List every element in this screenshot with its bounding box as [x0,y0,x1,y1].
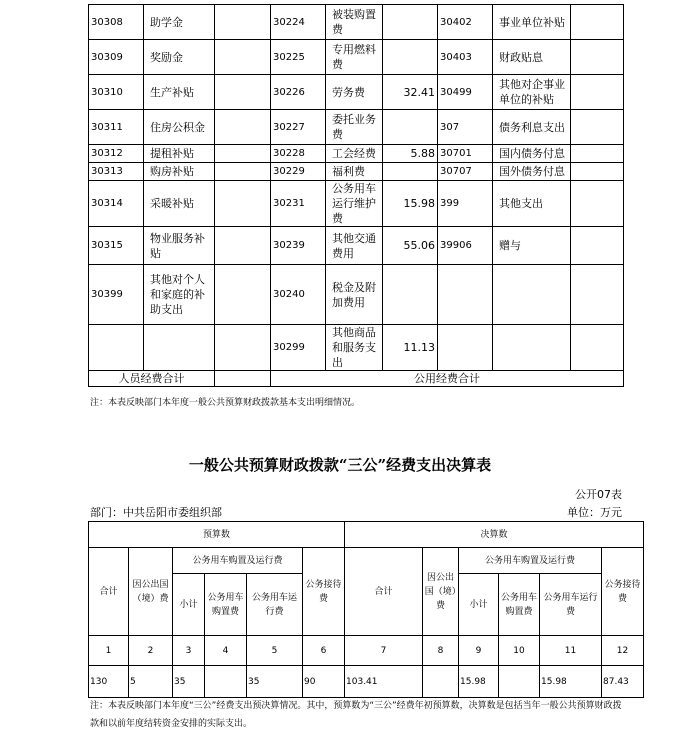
column-number: 4 [205,636,247,666]
expense-value: 35 [173,666,205,698]
expense-value [499,666,540,698]
final-vehicle-purchase-header: 公务用车购置费 [499,574,540,636]
column-number: 7 [345,636,423,666]
expense-value: 35 [247,666,303,698]
three-public-note: 注：本表反映部门本年度“三公”经费支出预决算情况。其中，预算数为“三公”经费年初预算数，决算数是包括当年一般公共预算财政拨款和以前年度结转资金安排的实际支出。 [90,701,622,729]
col-2-code: 30226 [271,75,326,110]
col-2-name: 工会经费 [326,145,383,163]
detail-table-row [89,40,624,75]
col-1-value [215,181,271,227]
col-3-code: 30402 [438,5,493,40]
budget-header: 预算数 [89,522,345,548]
col-2-code: 30231 [271,181,326,227]
col-2-name: 劳务费 [326,75,383,110]
col-3-code: 399 [438,181,493,227]
detail-total-row [89,371,624,387]
total-personnel-label: 人员经费合计 [89,371,215,387]
col-1-value [215,163,271,181]
col-1-value [215,75,271,110]
budget-subtotal-header: 小计 [173,574,205,636]
col-2-code: 30224 [271,5,326,40]
col-1-code: 30313 [89,163,144,181]
unit-label: 单位：万元 [567,506,622,519]
col-3-name: 财政贴息 [493,40,571,75]
detail-table-row [89,227,624,265]
department-label: 部门：中共岳阳市委组织部 [90,506,222,519]
col-2-value: 32.41 [383,75,438,110]
col-3-code: 30499 [438,75,493,110]
final-subtotal-header: 小计 [459,574,499,636]
col-3-value [571,75,624,110]
detail-table-row [89,163,624,181]
col-1-value [215,40,271,75]
col-3-value [571,227,624,265]
col-1-code: 30308 [89,5,144,40]
col-1-value [215,5,271,40]
expense-value [423,666,459,698]
col-3-code [438,325,493,371]
expense-value: 103.41 [345,666,423,698]
column-number: 12 [602,636,644,666]
col-3-name: 其他支出 [493,181,571,227]
expense-value: 15.98 [459,666,499,698]
col-1-code: 30314 [89,181,144,227]
col-3-value [571,145,624,163]
column-number-row [89,636,644,666]
col-1-value [215,265,271,325]
col-2-value: 5.88 [383,145,438,163]
col-1-name [144,325,215,371]
col-3-name: 国外债务付息 [493,163,571,181]
detail-table-row [89,181,624,227]
detail-table-note: 注：本表反映部门本年度一般公共预算财政拨款基本支出明细情况。 [90,398,361,408]
col-1-name: 住房公积金 [144,110,215,145]
basic-expenditure-detail-table [88,4,624,387]
col-3-code: 30707 [438,163,493,181]
final-travel-header: 因公出国（境）费 [423,548,459,636]
final-total-header: 合计 [345,548,423,636]
final-vehicle-group-header: 公务用车购置及运行费 [459,548,602,574]
expense-value: 15.98 [540,666,602,698]
col-2-name: 税金及附加费用 [326,265,383,325]
budget-travel-header: 因公出国（境）费 [129,548,173,636]
col-1-code: 30310 [89,75,144,110]
col-2-value [383,163,438,181]
value-row [89,666,644,698]
form-code: 公开07表 [575,488,622,501]
col-2-value [383,40,438,75]
col-1-name: 购房补贴 [144,163,215,181]
col-1-code: 30399 [89,265,144,325]
col-1-name: 物业服务补贴 [144,227,215,265]
detail-table-row [89,145,624,163]
total-public-label: 公用经费合计 [271,371,624,387]
col-1-value [215,110,271,145]
col-1-name: 助学金 [144,5,215,40]
col-2-value: 11.13 [383,325,438,371]
col-3-value [571,325,624,371]
three-public-title: 一般公共预算财政拨款“三公”经费支出决算表 [188,456,492,474]
detail-table-row [89,75,624,110]
col-3-name: 事业单位补贴 [493,5,571,40]
column-number: 8 [423,636,459,666]
col-3-value [571,181,624,227]
col-3-value [571,163,624,181]
column-number: 9 [459,636,499,666]
three-public-header-row-2 [89,548,644,574]
total-personnel-value [215,371,271,387]
col-1-name: 其他对个人和家庭的补助支出 [144,265,215,325]
col-1-code: 30315 [89,227,144,265]
col-3-name: 赠与 [493,227,571,265]
col-2-name: 其他交通费用 [326,227,383,265]
column-number: 2 [129,636,173,666]
col-1-name: 提租补贴 [144,145,215,163]
detail-table-row [89,110,624,145]
col-3-name: 其他对企事业单位的补贴 [493,75,571,110]
budget-total-header: 合计 [89,548,129,636]
detail-table-body [89,5,624,371]
col-2-code: 30229 [271,163,326,181]
column-number: 11 [540,636,602,666]
col-3-code [438,265,493,325]
col-3-name [493,265,571,325]
col-1-value [215,325,271,371]
expense-value: 130 [89,666,129,698]
column-number: 3 [173,636,205,666]
detail-table-row [89,5,624,40]
col-2-code: 30299 [271,325,326,371]
col-1-code: 30311 [89,110,144,145]
col-1-name: 采暖补贴 [144,181,215,227]
column-number: 5 [247,636,303,666]
budget-vehicle-operation-header: 公务用车运行费 [247,574,303,636]
budget-reception-header: 公务接待费 [303,548,345,636]
col-2-value [383,5,438,40]
three-public-table [88,521,644,698]
col-2-value: 55.06 [383,227,438,265]
col-2-value [383,110,438,145]
final-header: 决算数 [345,522,644,548]
col-2-name: 委托业务费 [326,110,383,145]
col-2-code: 30239 [271,227,326,265]
col-2-name: 专用燃料费 [326,40,383,75]
col-3-code: 30701 [438,145,493,163]
col-2-value [383,265,438,325]
column-number: 10 [499,636,540,666]
col-1-value [215,145,271,163]
col-1-code [89,325,144,371]
col-3-code: 39906 [438,227,493,265]
detail-table-row [89,325,624,371]
expense-value: 5 [129,666,173,698]
col-2-name: 被装购置费 [326,5,383,40]
budget-vehicle-purchase-header: 公务用车购置费 [205,574,247,636]
col-3-value [571,110,624,145]
col-1-name: 生产补贴 [144,75,215,110]
expense-value: 87.43 [602,666,644,698]
col-2-code: 30225 [271,40,326,75]
col-3-value [571,5,624,40]
column-number: 6 [303,636,345,666]
col-3-value [571,265,624,325]
col-3-code: 30403 [438,40,493,75]
col-2-name: 其他商品和服务支出 [326,325,383,371]
budget-vehicle-group-header: 公务用车购置及运行费 [173,548,303,574]
col-2-code: 30227 [271,110,326,145]
col-1-code: 30309 [89,40,144,75]
expense-value: 90 [303,666,345,698]
col-1-value [215,227,271,265]
col-1-code: 30312 [89,145,144,163]
col-3-name: 债务利息支出 [493,110,571,145]
col-2-name: 公务用车运行维护费 [326,181,383,227]
col-1-name: 奖励金 [144,40,215,75]
col-2-value: 15.98 [383,181,438,227]
col-2-code: 30228 [271,145,326,163]
col-2-name: 福利费 [326,163,383,181]
final-vehicle-operation-header: 公务用车运行费 [540,574,602,636]
col-3-value [571,40,624,75]
detail-table-row [89,265,624,325]
final-reception-header: 公务接待费 [602,548,644,636]
three-public-header-row-1 [89,522,644,548]
col-3-name: 国内债务付息 [493,145,571,163]
column-number: 1 [89,636,129,666]
col-2-code: 30240 [271,265,326,325]
expense-value [205,666,247,698]
col-3-code: 307 [438,110,493,145]
col-3-name [493,325,571,371]
